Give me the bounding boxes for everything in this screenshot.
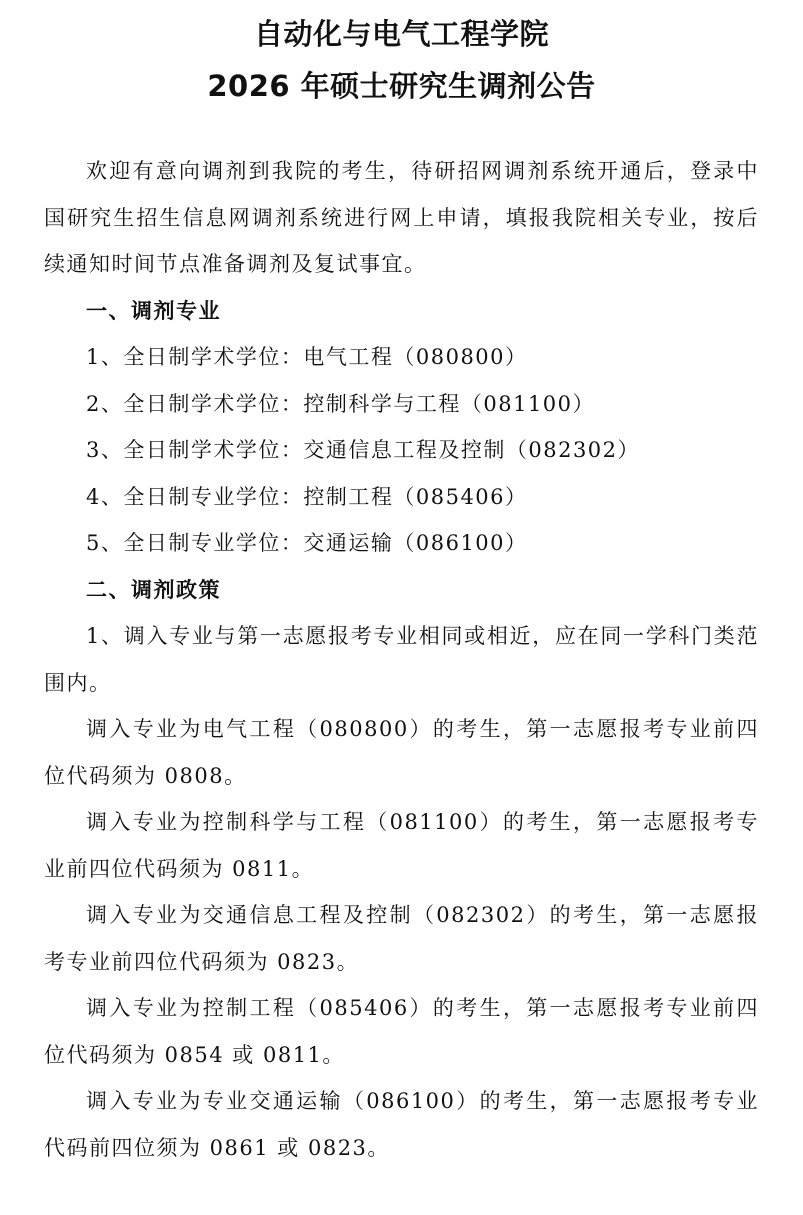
policy-paragraph: 调入专业为交通信息工程及控制（082302）的考生，第一志愿报考专业前四位代码须为 0823。 (44, 903, 759, 974)
major-item: 5、全日制专业学位：交通运输（086100） (86, 531, 528, 555)
major-item: 3、全日制学术学位：交通信息工程及控制（082302） (86, 438, 641, 462)
section-heading-majors: 一、调剂专业 (86, 298, 221, 323)
policy-paragraph: 调入专业为控制科学与工程（081100）的考生，第一志愿报考专业前四位代码须为 0811。 (44, 810, 759, 881)
intro-paragraph: 欢迎有意向调剂到我院的考生，待研招网调剂系统开通后，登录中国研究生招生信息网调剂系统进行网上申请，填报我院相关专业，按后续通知时间节点准备调剂及复试事宜。 (44, 159, 759, 276)
document-title-line1: 自动化与电气工程学院 (253, 17, 549, 51)
policy-paragraph: 调入专业为专业交通运输（086100）的考生，第一志愿报考专业代码前四位须为 0861 或 0823。 (44, 1089, 759, 1160)
policy-paragraph: 调入专业为电气工程（080800）的考生，第一志愿报考专业前四位代码须为 0808。 (44, 717, 759, 788)
major-item: 2、全日制学术学位：控制科学与工程（081100） (86, 391, 596, 416)
policy-paragraph: 调入专业为控制工程（085406）的考生，第一志愿报考专业前四位代码须为 0854 或 0811。 (44, 996, 759, 1067)
policy-paragraph: 1、调入专业与第一志愿报考专业相同或相近，应在同一学科门类范围内。 (44, 624, 759, 695)
major-item: 4、全日制专业学位：控制工程（085406） (86, 484, 528, 509)
section-heading-policy: 二、调剂政策 (86, 577, 221, 602)
document-title-line2: 2026 年硕士研究生调剂公告 (207, 69, 596, 103)
major-item: 1、全日制学术学位：电气工程（080800） (86, 345, 528, 369)
document-body (44, 148, 759, 1171)
